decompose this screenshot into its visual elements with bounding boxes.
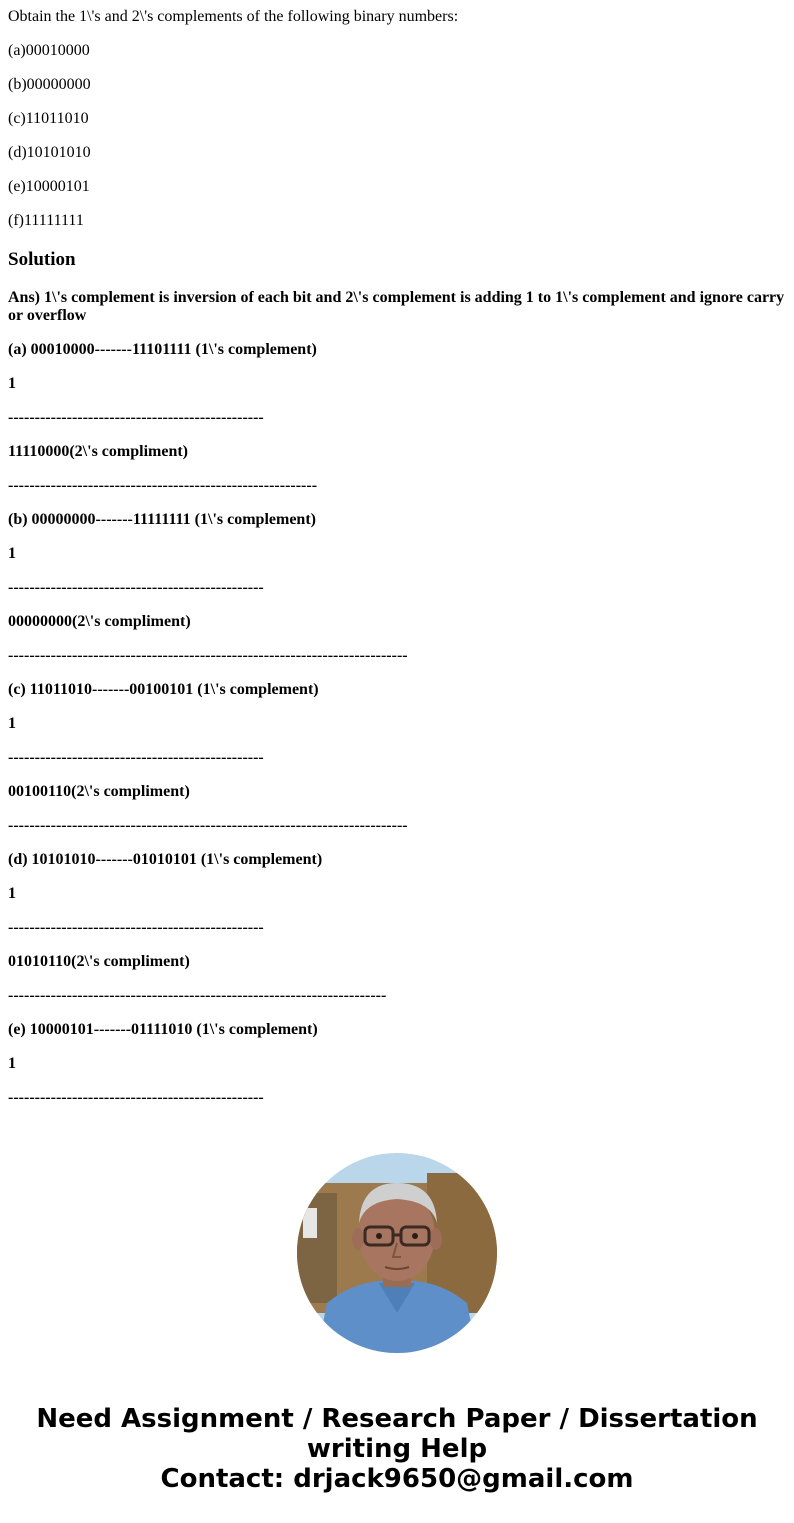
solution-intro: Ans) 1\'s complement is inversion of each bit and 2\'s complement is adding 1 to 1\'s complement and ignore carry or overflow: [8, 289, 785, 324]
solution-line: (d) 10101010-------01010101 (1\'s complement): [8, 851, 323, 868]
solution-line: 1: [8, 715, 16, 732]
solution-line: (b) 00000000-------11111111 (1\'s complement): [8, 511, 316, 528]
solution-line: 1: [8, 545, 16, 562]
solution-line: 1: [8, 885, 16, 902]
solution-divider: ------------------------------------------------: [8, 1089, 264, 1106]
solution-divider: ----------------------------------------------------------: [8, 477, 318, 494]
solution-line: 1: [8, 375, 16, 392]
solution-line: (e) 10000101-------01111010 (1\'s complement): [8, 1021, 318, 1038]
solution-line: 1: [8, 1055, 16, 1072]
promo-contact: Contact: drjack9650@gmail.com: [160, 1464, 634, 1494]
question-prompt: Obtain the 1\'s and 2\'s complements of the following binary numbers:: [8, 8, 459, 25]
solution-divider: ------------------------------------------------: [8, 579, 264, 596]
solution-divider: ------------------------------------------------: [8, 409, 264, 426]
promo-line-1: Need Assignment / Research Paper / Dissertation: [36, 1404, 758, 1434]
solution-line: 01010110(2\'s compliment): [8, 953, 190, 970]
solution-divider: ------------------------------------------------: [8, 919, 264, 936]
person-photo-icon: [297, 1153, 497, 1353]
question-item-d: (d)10101010: [8, 144, 91, 161]
solution-divider: ------------------------------------------------: [8, 749, 264, 766]
promo-line-2: writing Help: [306, 1434, 488, 1464]
question-item-a: (a)00010000: [8, 42, 90, 59]
question-item-b: (b)00000000: [8, 76, 91, 93]
solution-line: (c) 11011010-------00100101 (1\'s complement): [8, 681, 319, 698]
solution-divider: ---------------------------------------------------------------------------: [8, 817, 408, 834]
solution-line: (a) 00010000-------11101111 (1\'s complement): [8, 341, 317, 358]
question-item-f: (f)11111111: [8, 212, 84, 229]
promo-block: [0, 1404, 794, 1494]
solution-divider: -----------------------------------------------------------------------: [8, 987, 387, 1004]
solution-line: 00100110(2\'s compliment): [8, 783, 190, 800]
solution-heading: Solution: [8, 249, 76, 270]
solution-line: 00000000(2\'s compliment): [8, 613, 191, 630]
solution-divider: ---------------------------------------------------------------------------: [8, 647, 408, 664]
avatar: [297, 1153, 497, 1353]
question-item-c: (c)11011010: [8, 110, 89, 127]
solution-line: 11110000(2\'s compliment): [8, 443, 188, 460]
question-item-e: (e)10000101: [8, 178, 90, 195]
